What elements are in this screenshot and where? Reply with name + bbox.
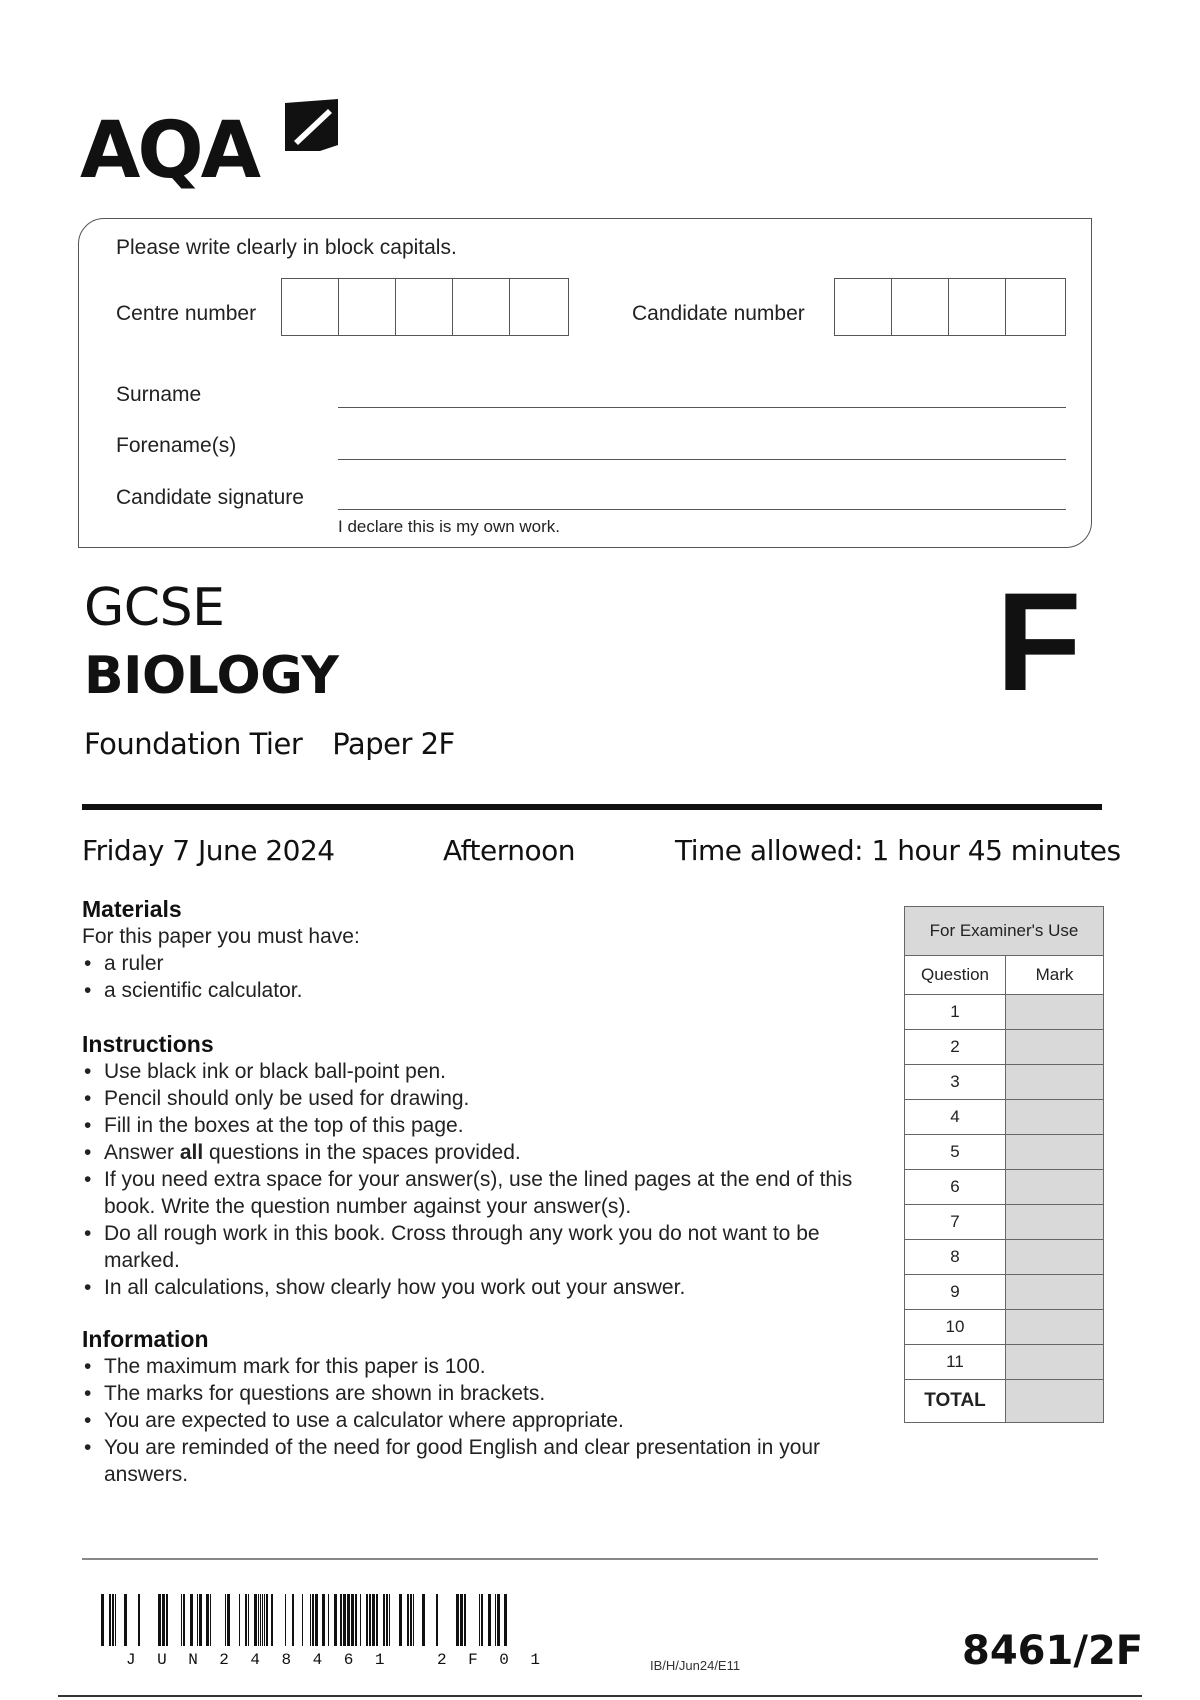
forename-field[interactable]: [338, 459, 1066, 460]
information-item: • You are reminded of the need for good English and clear presentation in your answers.: [82, 1434, 824, 1488]
block-capitals-instruction: Please write clearly in block capitals.: [116, 236, 457, 259]
mark-cell: [1006, 1275, 1104, 1310]
svg-text:AQA: AQA: [80, 106, 259, 190]
instruction-item: • In all calculations, show clearly how you work out your answer.: [82, 1274, 882, 1301]
exam-date: Friday 7 June 2024: [82, 834, 335, 867]
mark-column-header: Mark: [1006, 956, 1104, 995]
barcode-bar: [166, 1594, 168, 1646]
instruction-item: • Pencil should only be used for drawing.: [82, 1085, 882, 1112]
mark-cell: [1006, 1170, 1104, 1205]
barcode-bar: [413, 1594, 414, 1646]
declaration-text: I declare this is my own work.: [338, 517, 561, 536]
barcode-image: [98, 1594, 510, 1654]
examiner-table-row: [905, 1310, 1104, 1345]
barcode-bar: [497, 1594, 500, 1646]
barcode-bar: [389, 1594, 390, 1646]
centre-digit-box[interactable]: [453, 279, 510, 335]
barcode-bar: [407, 1594, 409, 1646]
signature-field[interactable]: [338, 509, 1066, 510]
information-item: • The marks for questions are shown in brackets.: [82, 1380, 882, 1407]
paper-code: 8461/2F: [962, 1628, 1144, 1674]
examiner-table-row: [905, 1135, 1104, 1170]
barcode-bar: [266, 1594, 268, 1646]
centre-digit-box[interactable]: [339, 279, 396, 335]
mark-cell: [1006, 1065, 1104, 1100]
page-bottom-rule: [58, 1695, 1142, 1697]
information-item: • The maximum mark for this paper is 100.: [82, 1353, 882, 1380]
question-column-header: Question: [905, 956, 1006, 995]
centre-number-label: Centre number: [116, 302, 257, 325]
barcode-bar: [292, 1594, 294, 1646]
surname-field[interactable]: [338, 407, 1066, 408]
question-number-cell: 10: [905, 1310, 1006, 1345]
barcode-bar: [112, 1594, 114, 1646]
examiner-table-row: [905, 1100, 1104, 1135]
mark-cell: [1006, 1345, 1104, 1380]
examiner-use-table: [904, 906, 1104, 1423]
tier-letter: F: [996, 563, 1082, 720]
barcode-bar: [181, 1594, 182, 1646]
examiner-table-row: [905, 1240, 1104, 1275]
aqa-logo: [80, 95, 350, 190]
barcode-bar: [124, 1594, 127, 1646]
candidate-digit-box[interactable]: [835, 279, 892, 335]
instructions-section: [82, 1031, 882, 1301]
barcode-bar: [343, 1594, 346, 1646]
barcode-bar: [254, 1594, 257, 1646]
barcode-bar: [383, 1594, 385, 1646]
forename-label: Forename(s): [116, 434, 237, 457]
barcode-bar: [310, 1594, 311, 1646]
mark-cell: [1006, 1240, 1104, 1275]
barcode-bar: [479, 1594, 480, 1646]
barcode-bar: [366, 1594, 368, 1646]
signature-label: Candidate signature: [116, 486, 304, 509]
materials-intro: For this paper you must have:: [82, 925, 360, 948]
examiner-table-row: [905, 1345, 1104, 1380]
barcode-bar: [183, 1594, 185, 1646]
barcode-bar: [456, 1594, 459, 1646]
question-number-cell: 11: [905, 1345, 1006, 1380]
barcode-bar: [422, 1594, 425, 1646]
barcode-bar: [504, 1594, 507, 1646]
barcode-bar: [372, 1594, 375, 1646]
question-number-cell: 3: [905, 1065, 1006, 1100]
examiner-table-row: [905, 1205, 1104, 1240]
materials-item: • a scientific calculator.: [82, 977, 882, 1004]
question-number-cell: 4: [905, 1100, 1006, 1135]
barcode-bar: [245, 1594, 247, 1646]
instruction-item: • If you need extra space for your answer(s), use the lined pages at the end of this book. Write the question number against your answer(s).: [82, 1166, 874, 1220]
examiner-table-heading: For Examiner's Use: [905, 907, 1104, 956]
surname-label: Surname: [116, 383, 202, 406]
examiner-table-row: [905, 1275, 1104, 1310]
exam-session: Afternoon: [443, 834, 575, 867]
barcode-bar: [227, 1594, 230, 1646]
candidate-number-label: Candidate number: [632, 302, 805, 325]
barcode-bar: [258, 1594, 259, 1646]
barcode-bar: [347, 1594, 350, 1646]
question-number-cell: 1: [905, 995, 1006, 1030]
barcode-bar: [334, 1594, 337, 1646]
centre-digit-box[interactable]: [510, 279, 567, 335]
tier-label: Foundation Tier: [84, 727, 303, 761]
barcode-bar: [101, 1594, 104, 1646]
information-section: [82, 1326, 882, 1488]
instruction-item-answer-all: • Answer all questions in the spaces provided.: [82, 1139, 882, 1166]
barcode-bar: [264, 1594, 265, 1646]
instructions-heading: Instructions: [82, 1031, 214, 1057]
barcode-bar: [302, 1594, 303, 1646]
barcode-bar: [158, 1594, 161, 1646]
barcode-bar: [312, 1594, 314, 1646]
instruction-item: • Do all rough work in this book. Cross through any work you do not want to be marked.: [82, 1220, 844, 1274]
information-item: • You are expected to use a calculator where appropriate.: [82, 1407, 882, 1434]
question-number-cell: 9: [905, 1275, 1006, 1310]
barcode-bar: [225, 1594, 226, 1646]
barcode-bar: [162, 1594, 165, 1646]
question-number-cell: 2: [905, 1030, 1006, 1065]
barcode-bar: [260, 1594, 261, 1646]
examiner-table-row: [905, 995, 1104, 1030]
question-number-cell: 5: [905, 1135, 1006, 1170]
qualification-title: GCSE: [84, 578, 225, 638]
barcode-bar: [271, 1594, 273, 1646]
barcode-text: JUN248461 2F01: [126, 1651, 562, 1669]
materials-section: [82, 896, 882, 1004]
barcode-bar: [369, 1594, 371, 1646]
total-label: TOTAL: [905, 1380, 1006, 1423]
barcode-bar: [376, 1594, 378, 1646]
question-number-cell: 7: [905, 1205, 1006, 1240]
examiner-table-row: [905, 1170, 1104, 1205]
examiner-table-row: [905, 1065, 1104, 1100]
mark-cell: [1006, 1310, 1104, 1345]
header-divider: [82, 804, 1102, 810]
barcode-bar: [340, 1594, 342, 1646]
barcode-bar: [285, 1594, 286, 1646]
candidate-digit-box[interactable]: [949, 279, 1006, 335]
barcode-bar: [410, 1594, 412, 1646]
barcode-bar: [355, 1594, 357, 1646]
barcode-bar: [488, 1594, 491, 1646]
barcode-bar: [262, 1594, 263, 1646]
barcode-bar: [199, 1594, 202, 1646]
footer-divider: [82, 1558, 1098, 1560]
barcode-bar: [386, 1594, 388, 1646]
paper-label: Paper 2F: [332, 727, 455, 761]
candidate-digit-box[interactable]: [892, 279, 949, 335]
centre-digit-box[interactable]: [396, 279, 453, 335]
barcode-bar: [481, 1594, 483, 1646]
mark-cell: [1006, 1135, 1104, 1170]
barcode-bar: [436, 1594, 438, 1646]
candidate-number-boxes[interactable]: [834, 278, 1066, 336]
question-number-cell: 8: [905, 1240, 1006, 1275]
barcode-bar: [460, 1594, 463, 1646]
barcode-bar: [138, 1594, 140, 1646]
barcode-bar: [248, 1594, 249, 1646]
reference-code: IB/H/Jun24/E11: [650, 1658, 741, 1673]
barcode-bar: [197, 1594, 198, 1646]
instruction-item: • Use black ink or black ball-point pen.: [82, 1058, 882, 1085]
barcode-bar: [360, 1594, 361, 1646]
total-mark-cell: [1006, 1380, 1104, 1423]
barcode-bar: [190, 1594, 193, 1646]
barcode-bar: [495, 1594, 496, 1646]
mark-cell: [1006, 1030, 1104, 1065]
barcode-bar: [109, 1594, 111, 1646]
mark-cell: [1006, 995, 1104, 1030]
subject-title: BIOLOGY: [84, 646, 339, 706]
mark-cell: [1006, 1205, 1104, 1240]
examiner-table-row: [905, 1030, 1104, 1065]
instruction-item: • Fill in the boxes at the top of this page.: [82, 1112, 882, 1139]
barcode-bar: [239, 1594, 240, 1646]
barcode-bar: [351, 1594, 354, 1646]
barcode-bar: [315, 1594, 318, 1646]
centre-digit-box[interactable]: [282, 279, 339, 335]
barcode-bar: [210, 1594, 211, 1646]
mark-cell: [1006, 1100, 1104, 1135]
centre-number-boxes[interactable]: [281, 278, 569, 336]
barcode-bar: [206, 1594, 209, 1646]
question-number-cell: 6: [905, 1170, 1006, 1205]
materials-heading: Materials: [82, 896, 182, 922]
time-allowed: Time allowed: 1 hour 45 minutes: [675, 834, 1121, 867]
tier-paper-line: [84, 727, 455, 761]
barcode-bar: [328, 1594, 329, 1646]
barcode-bar: [399, 1594, 402, 1646]
candidate-digit-box[interactable]: [1006, 279, 1063, 335]
information-heading: Information: [82, 1326, 209, 1352]
materials-item: • a ruler: [82, 950, 882, 977]
barcode-bar: [322, 1594, 325, 1646]
barcode-bar: [464, 1594, 466, 1646]
barcode-bar: [115, 1594, 116, 1646]
